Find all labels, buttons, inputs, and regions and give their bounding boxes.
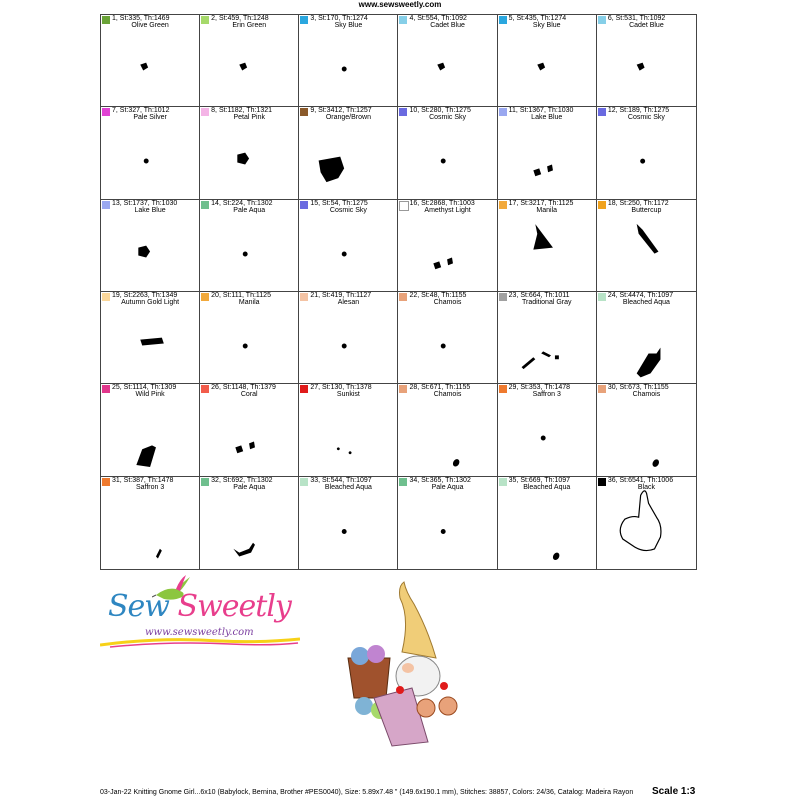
stitch-area-preview [597, 200, 696, 291]
thread-name: Coral [240, 391, 258, 399]
stitch-area-preview [398, 477, 496, 569]
stitch-area-preview [299, 107, 397, 198]
thread-name: Alesan [337, 299, 360, 306]
stitch-info: 33, St:544, Th:1097 [310, 476, 372, 484]
thread-name: Orange/Brown [325, 114, 371, 122]
color-cell [101, 292, 200, 384]
color-cell [101, 384, 200, 476]
color-cell [398, 200, 497, 292]
stitch-area-preview [498, 292, 596, 383]
stitch-area-preview [498, 15, 596, 106]
thread-name: Pale Aqua [431, 483, 464, 491]
stitch-area-preview [398, 292, 496, 383]
stitch-info: 13, St:1737, Th:1030 [112, 199, 178, 207]
stitch-area-preview [101, 200, 199, 291]
color-cell [398, 384, 497, 476]
stitch-info: 10, St:280, Th:1275 [409, 107, 471, 115]
color-cell [398, 15, 497, 107]
thread-name: Cadet Blue [629, 22, 664, 29]
thread-name: Cosmic Sky [627, 114, 665, 122]
thread-name: Pale Silver [133, 114, 167, 122]
stitch-info: 29, St:353, Th:1478 [508, 384, 571, 392]
stitch-area-preview [498, 107, 596, 198]
stitch-info: 3, St:170, Th:1274 [310, 15, 368, 22]
stitch-area-preview [498, 477, 596, 569]
color-cell [299, 384, 398, 476]
color-cell [597, 292, 696, 384]
stitch-info: 26, St:1148, Th:1379 [211, 384, 276, 392]
thread-name: Autumn Gold Light [121, 299, 180, 306]
thread-name: Sky Blue [334, 22, 363, 29]
thread-name: Bleached Aqua [324, 483, 372, 491]
color-cell [299, 107, 398, 199]
stitch-info: 34, St:365, Th:1302 [409, 476, 471, 484]
stitch-info: 23, St:664, Th:1011 [508, 292, 570, 299]
stitch-area-preview [299, 15, 397, 106]
thread-name: Chamois [433, 299, 462, 306]
color-cell [101, 107, 200, 199]
stitch-area-preview [299, 477, 397, 569]
stitch-info: 11, St:1367, Th:1030 [508, 107, 574, 115]
thread-name: Buttercup [631, 206, 662, 214]
thread-name: Pale Aqua [233, 483, 266, 491]
color-cell [398, 107, 497, 199]
stitch-info: 15, St:54, Th:1275 [310, 199, 368, 207]
thread-name: Bleached Aqua [622, 299, 670, 306]
stitch-info: 14, St:224, Th:1302 [211, 199, 273, 207]
stitch-area-preview [200, 384, 298, 475]
color-cell [299, 292, 398, 384]
color-cell [498, 200, 597, 292]
stitch-info: 25, St:1114, Th:1309 [112, 384, 177, 392]
thread-name: Traditional Gray [521, 299, 572, 306]
stitch-info: 5, St:435, Th:1274 [508, 15, 567, 22]
stitch-area-preview [200, 107, 298, 198]
stitch-info: 28, St:671, Th:1155 [409, 384, 471, 392]
stitch-area-preview [597, 384, 696, 475]
stitch-area-preview [398, 200, 496, 291]
stitch-info: 30, St:673, Th:1155 [607, 384, 669, 392]
color-cell [101, 477, 200, 569]
footer-info: 03-Jan-22 Knitting Gnome Girl...6x10 (Babylock, Bernina, Brother #PES0040), Size: 5.89x7.48 " (149.6x190.1 mm), Stitches: 38857, Colors: 24/36, Catalog: Madeira Rayon [100, 789, 634, 796]
color-cell [200, 292, 299, 384]
stitch-info: 7, St:327, Th:1012 [112, 107, 170, 115]
stitch-area-preview [101, 15, 199, 106]
color-chart-grid [100, 14, 697, 570]
logo-url: www.sewsweetly.com [145, 627, 254, 638]
stitch-area-preview [398, 107, 496, 198]
color-cell [200, 107, 299, 199]
color-cell [597, 477, 696, 569]
color-cell [299, 477, 398, 569]
stitch-info: 22, St:48, Th:1155 [409, 292, 467, 299]
stitch-info: 36, St:6541, Th:1006 [607, 476, 674, 484]
stitch-area-preview [101, 292, 199, 383]
thread-name: Manila [238, 299, 260, 306]
stitch-area-preview [398, 15, 496, 106]
stitch-info: 12, St:189, Th:1275 [607, 107, 670, 115]
stitch-info: 32, St:692, Th:1302 [211, 476, 273, 484]
stitch-info: 20, St:111, Th:1125 [211, 292, 271, 299]
stitch-info: 6, St:531, Th:1092 [607, 15, 666, 22]
thread-name: Chamois [632, 391, 661, 399]
stitch-info: 18, St:250, Th:1172 [607, 199, 669, 207]
stitch-area-preview [200, 477, 298, 569]
thread-name: Lake Blue [531, 114, 563, 122]
color-cell [597, 15, 696, 107]
thread-name: Sunkist [336, 391, 360, 399]
stitch-info: 1, St:335, Th:1469 [112, 15, 170, 22]
stitch-area-preview [200, 292, 298, 383]
sewsweetly-logo [100, 575, 300, 650]
thread-name: Lake Blue [134, 206, 166, 214]
stitch-area-preview [597, 107, 696, 198]
thread-name: Erin Green [232, 22, 267, 29]
thread-name: Manila [536, 206, 558, 214]
stitch-area-preview [101, 477, 199, 569]
thread-name: Saffron 3 [135, 483, 165, 491]
stitch-info: 24, St:4474, Th:1097 [607, 292, 674, 299]
stitch-info: 4, St:554, Th:1092 [409, 15, 467, 22]
stitch-area-preview [398, 384, 496, 475]
thread-name: Sky Blue [532, 22, 561, 29]
stitch-area-preview [299, 200, 397, 291]
color-cell [200, 200, 299, 292]
stitch-info: 16, St:2868, Th:1003 [409, 199, 475, 207]
stitch-info: 21, St:419, Th:1127 [310, 292, 372, 299]
stitch-area-preview [299, 384, 397, 475]
color-cell [597, 107, 696, 199]
color-cell [101, 15, 200, 107]
color-cell [398, 477, 497, 569]
color-cell [498, 384, 597, 476]
thread-name: Chamois [433, 391, 462, 399]
color-cell [498, 292, 597, 384]
stitch-area-preview [200, 200, 298, 291]
stitch-area-preview [597, 15, 696, 106]
scale-label: Scale 1:3 [652, 786, 696, 797]
stitch-area-preview [101, 107, 199, 198]
color-cell [101, 200, 200, 292]
stitch-info: 31, St:387, Th:1478 [112, 476, 174, 484]
stitch-area-preview [200, 15, 298, 106]
thread-name: Saffron 3 [532, 391, 561, 399]
color-cell [498, 15, 597, 107]
stitch-info: 17, St:3217, Th:1125 [508, 199, 574, 207]
stitch-area-preview [498, 384, 596, 475]
gnome-design-preview [340, 578, 470, 748]
thread-name: Cosmic Sky [329, 206, 367, 214]
thread-name: Olive Green [131, 22, 169, 29]
thread-name: Pale Aqua [233, 206, 266, 214]
thread-name: Cosmic Sky [429, 114, 467, 122]
color-cell [299, 15, 398, 107]
color-cell [597, 200, 696, 292]
thread-name: Petal Pink [233, 114, 265, 122]
stitch-info: 9, St:3412, Th:1257 [310, 107, 372, 115]
stitch-area-preview [299, 292, 397, 383]
color-cell [200, 384, 299, 476]
color-cell [498, 477, 597, 569]
thread-name: Cadet Blue [430, 22, 465, 29]
stitch-area-preview [597, 477, 696, 569]
logo-swoosh [100, 635, 300, 649]
color-cell [299, 200, 398, 292]
site-url[interactable]: www.sewsweetly.com [358, 0, 442, 9]
color-cell [200, 477, 299, 569]
thread-name: Amethyst Light [424, 206, 471, 214]
logo-wordmark: Sew Sweetly [108, 589, 291, 624]
stitch-info: 35, St:669, Th:1097 [508, 476, 571, 484]
color-cell [597, 384, 696, 476]
stitch-info: 8, St:1182, Th:1321 [211, 107, 272, 115]
stitch-area-preview [498, 200, 596, 291]
stitch-area-preview [101, 384, 199, 475]
thread-name: Bleached Aqua [523, 483, 571, 491]
stitch-info: 27, St:130, Th:1378 [310, 384, 372, 392]
stitch-area-preview [597, 292, 696, 383]
thread-name: Black [637, 483, 655, 491]
color-cell [498, 107, 597, 199]
stitch-info: 19, St:2263, Th:1349 [112, 292, 178, 299]
stitch-info: 2, St:459, Th:1248 [211, 15, 269, 22]
thread-name: Wild Pink [135, 391, 165, 399]
color-cell [398, 292, 497, 384]
color-cell [200, 15, 299, 107]
